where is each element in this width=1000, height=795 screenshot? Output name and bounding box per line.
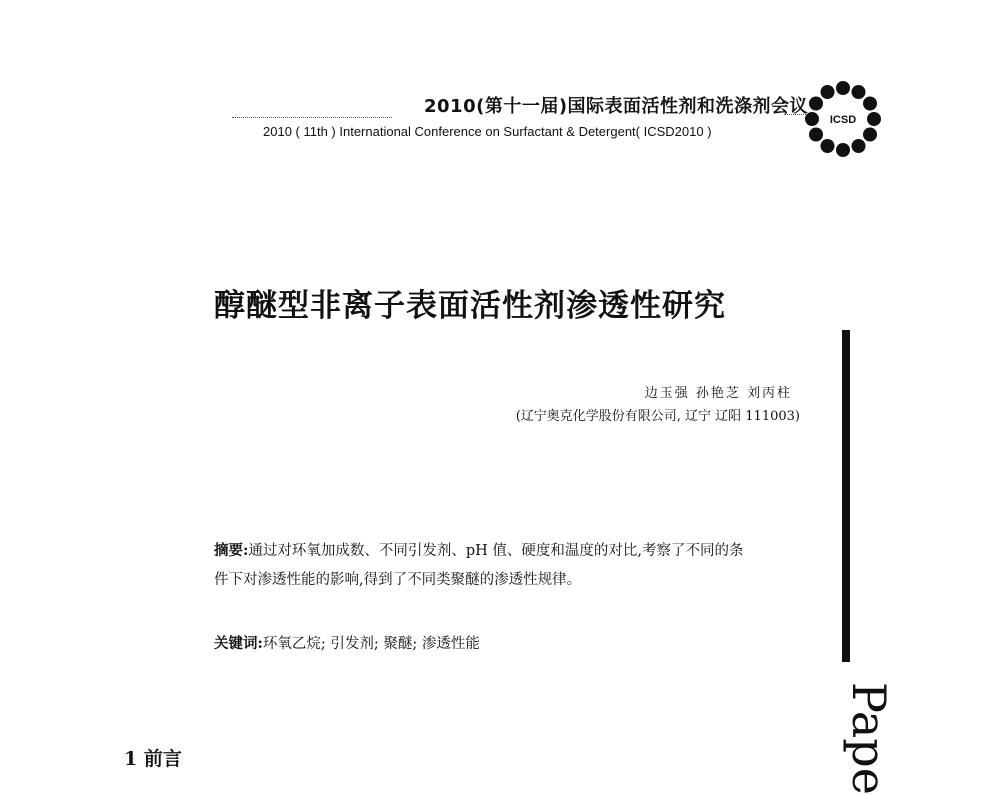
logo-text: ICSD	[829, 114, 857, 126]
conference-title-chinese: 2010(第十一届)国际表面活性剂和洗涤剂会议	[424, 96, 809, 117]
abstract-label: 摘要:	[214, 542, 249, 559]
affiliation: (辽宁奥克化学股份有限公司, 辽宁 辽阳 111003)	[515, 409, 800, 424]
header-divider-left	[232, 117, 392, 118]
conference-title-english: 2010 ( 11th ) International Conference on Surfactant & Detergent( ICSD2010 )	[263, 124, 712, 139]
paper-title: 醇醚型非离子表面活性剂渗透性研究	[214, 288, 726, 324]
side-label: Pape	[842, 682, 896, 795]
abstract	[214, 536, 744, 595]
keywords-label: 关键词:	[214, 635, 263, 652]
keywords	[214, 632, 480, 653]
authors: 边玉强 孙艳芝 刘丙柱	[644, 386, 792, 401]
side-bar	[842, 330, 850, 662]
icsd-logo	[804, 80, 882, 158]
section-heading: 1 前言	[124, 748, 182, 770]
abstract-text: 通过对环氧加成数、不同引发剂、pH 值、硬度和温度的对比,考察了不同的条件下对渗透性能的影响,得到了不同类聚醚的渗透性规律。	[214, 543, 744, 588]
keywords-text: 环氧乙烷; 引发剂; 聚醚; 渗透性能	[262, 636, 480, 652]
